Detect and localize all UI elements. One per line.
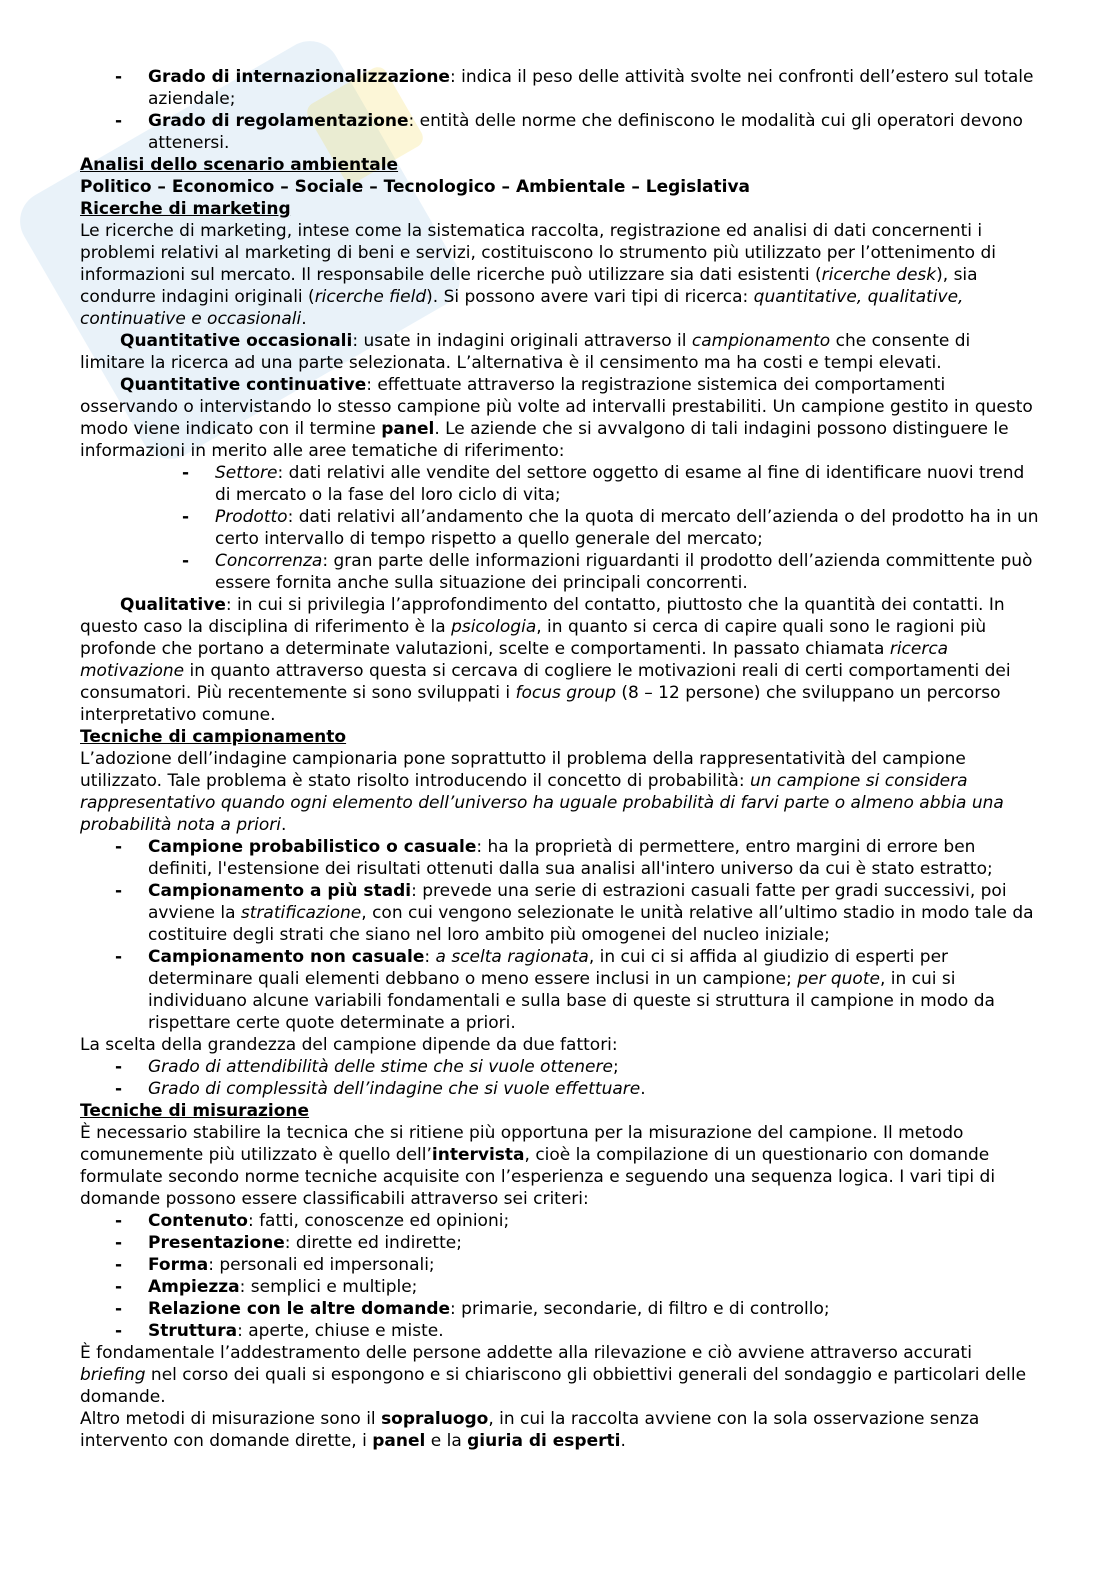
list-item: - Grado di complessità dell’indagine che si vuole effettuare. bbox=[80, 1078, 1040, 1100]
paragraph-quantitative-continuative: Quantitative continuative: effettuate attraverso la registrazione sistemica dei comportamenti osservando o intervistando lo stesso campione più volte ad intervalli prestabiliti. Un campione gestito in questo modo viene indicato con il termine panel. Le aziende che si avvalgono di tali indagini possono distinguere le informazioni in merito alle aree tematiche di riferimento: bbox=[80, 375, 1033, 461]
paragraph-altri-metodi: Altro metodi di misurazione sono il sopraluogo, in cui la raccolta avviene con la sola osservazione senza intervento con domande dirette, i panel e la giuria di esperti. bbox=[80, 1409, 980, 1451]
list-item: - Concorrenza: gran parte delle informazioni riguardanti il prodotto dell’azienda committente può essere fornita anche sulla situazione dei principali concorrenti. bbox=[80, 550, 1040, 594]
list-item: - Contenuto: fatti, conoscenze ed opinioni; bbox=[80, 1210, 1040, 1232]
campionamento-list bbox=[80, 836, 1040, 1034]
list-item: - Grado di regolamentazione: entità delle norme che definiscono le modalità cui gli operatori devono attenersi. bbox=[80, 110, 1040, 154]
paragraph-quantitative-occasionali: Quantitative occasionali: usate in indagini originali attraverso il campionamento che consente di limitare la ricerca ad una parte selezionata. L’alternativa è il censimento ma ha costi e tempi elevati. bbox=[80, 331, 971, 373]
list-item: - Campionamento a più stadi: prevede una serie di estrazioni casuali fatte per gradi successivi, poi avviene la stratificazione, con cui vengono selezionate le unità relative all’ultimo stadio in modo tale da costituire degli strati che siano nel loro ambito più omogenei del nucleo iniziale; bbox=[80, 880, 1040, 946]
list-item: - Ampiezza: semplici e multiple; bbox=[80, 1276, 1040, 1298]
paragraph-addestramento: È fondamentale l’addestramento delle persone addette alla rilevazione e ciò avviene attraverso accurati briefing nel corso dei quali si espongono e si chiariscono gli obbiettivi generali del sondaggio e particolari delle domande. bbox=[80, 1343, 1027, 1407]
paragraph-grandezza-campione: La scelta della grandezza del campione dipende da due fattori: bbox=[80, 1035, 618, 1055]
list-item: - Prodotto: dati relativi all’andamento che la quota di mercato dell’azienda o del prodotto ha in un certo intervallo di tempo rispetto a quello generale del mercato; bbox=[80, 506, 1040, 550]
list-item: - Campione probabilistico o casuale: ha la proprietà di permettere, entro margini di errore ben definiti, l'estensione dei risultati ottenuti dalla sua analisi all'intero universo da cui è stato estratto; bbox=[80, 836, 1040, 880]
section-heading-scenario: Analisi dello scenario ambientale bbox=[80, 155, 399, 175]
list-item: - Forma: personali ed impersonali; bbox=[80, 1254, 1040, 1276]
document-page bbox=[80, 66, 1040, 1452]
paragraph-ricerche-intro: Le ricerche di marketing, intese come la sistematica raccolta, registrazione ed analisi di dati concernenti i problemi relativi al marketing di beni e servizi, costituiscono lo strumento più utilizzato per l’ottenimento di informazioni sul mercato. Il responsabile delle ricerche può utilizzare sia dati esistenti (ricerche desk), sia condurre indagini originali (ricerche field). Si possono avere vari tipi di ricerca: quantitative, qualitative, continuative e occasionali. bbox=[80, 221, 996, 329]
section-heading-misurazione: Tecniche di misurazione bbox=[80, 1101, 310, 1121]
size-factors-list bbox=[80, 1056, 1040, 1100]
paragraph-campionamento-intro: L’adozione dell’indagine campionaria pone soprattutto il problema della rappresentatività del campione utilizzato. Tale problema è stato risolto introducendo il concetto di probabilità: un campione si considera rappresentativo quando ogni elemento dell’universo ha uguale probabilità di farvi parte o almeno abbia una probabilità nota a priori. bbox=[80, 749, 1004, 835]
paragraph-qualitative: Qualitative: in cui si privilegia l’approfondimento del contatto, piuttosto che la quantità dei contatti. In questo caso la disciplina di riferimento è la psicologia, in quanto si cerca di capire quali sono le ragioni più profonde che portano a determinate valutazioni, scelte e comportamenti. In passato chiamata ricerca motivazione in quanto attraverso questa si cercava di cogliere le motivazioni reali di certi comportamenti dei consumatori. Più recentemente si sono sviluppati i focus group (8 – 12 persone) che sviluppano un percorso interpretativo comune. bbox=[80, 595, 1011, 725]
list-item: - Struttura: aperte, chiuse e miste. bbox=[80, 1320, 1040, 1342]
paragraph-misurazione-intro: È necessario stabilire la tecnica che si ritiene più opportuna per la misurazione del campione. Il metodo comunemente più utilizzato è quello dell’intervista, cioè la compilazione di un questionario con domande formulate secondo norme tecniche acquisite con l’esperienza e seguendo una sequenza logica. I vari tipi di domande possono essere classificabili attraverso sei criteri: bbox=[80, 1123, 996, 1209]
list-item: - Grado di attendibilità delle stime che si vuole ottenere; bbox=[80, 1056, 1040, 1078]
list-item: - Campionamento non casuale: a scelta ragionata, in cui ci si affida al giudizio di esperti per determinare quali elementi debbano o meno essere inclusi in un campione; per quote, in cui si individuano alcune variabili fondamentali e sulla base di queste si struttura il campione in modo da rispettare certe quote determinate a priori. bbox=[80, 946, 1040, 1034]
areas-list bbox=[80, 462, 1040, 594]
section-heading-campionamento: Tecniche di campionamento bbox=[80, 727, 347, 747]
list-item: - Settore: dati relativi alle vendite del settore oggetto di esame al fine di identificare nuovi trend di mercato o la fase del loro ciclo di vita; bbox=[80, 462, 1040, 506]
criteria-list bbox=[80, 1210, 1040, 1342]
list-item: - Grado di internazionalizzazione: indica il peso delle attività svolte nei confronti dell’estero sul totale aziendale; bbox=[80, 66, 1040, 110]
top-bullet-list bbox=[80, 66, 1040, 154]
list-item: - Presentazione: dirette ed indirette; bbox=[80, 1232, 1040, 1254]
scenario-factors: Politico – Economico – Sociale – Tecnologico – Ambientale – Legislativa bbox=[80, 177, 751, 197]
section-heading-ricerche: Ricerche di marketing bbox=[80, 199, 291, 219]
list-item: - Relazione con le altre domande: primarie, secondarie, di filtro e di controllo; bbox=[80, 1298, 1040, 1320]
